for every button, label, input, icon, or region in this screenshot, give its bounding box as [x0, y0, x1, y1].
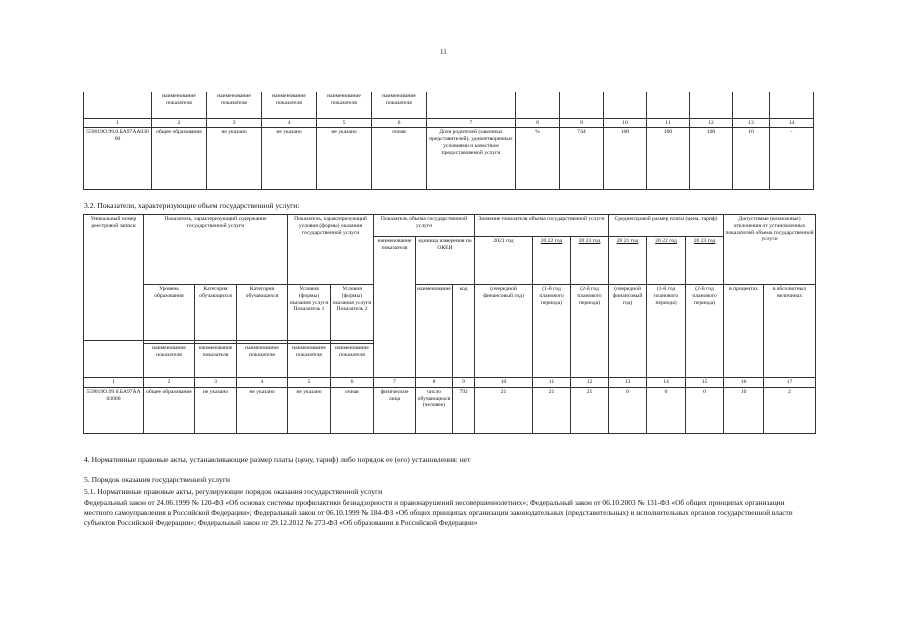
table-row — [84, 128, 814, 190]
header-unique-number: Уникальный номер реестровой записи — [84, 215, 144, 341]
col-number: 14 — [770, 118, 814, 128]
sub-level: Уровень образования — [144, 285, 195, 341]
section-3-2-title: 3.2. Показатели, характеризующие объем государственной услуги: — [84, 201, 300, 210]
header-volume-value: Значение показателя объема государственной услуги — [475, 215, 609, 237]
volume-indicators-table — [83, 214, 816, 434]
table-cell: не указано — [195, 387, 237, 433]
table-cell — [84, 92, 152, 118]
name-label: наименование показателя — [288, 344, 331, 378]
plan-year-1: (1-й год планового периода) — [533, 285, 571, 378]
sub-category-2: Категория обучающихся — [237, 285, 288, 341]
table-cell: 744 — [560, 128, 604, 190]
sub-condition-2: Условия (формы) оказания услуги Показатель 2 — [331, 285, 374, 341]
header-price-2023: 20 23 год — [686, 237, 724, 285]
col-number: 2 — [144, 378, 195, 388]
table-cell: 792 — [453, 387, 475, 433]
header-volume-unit: единица измерения по ОКЕИ — [416, 237, 475, 285]
name-label: наименование показателя — [195, 344, 237, 378]
table-cell — [560, 92, 604, 118]
sub-condition-1: Условия (формы) оказания услуги Показатель 1 — [288, 285, 331, 341]
header-year-2022: 20 22 год — [533, 237, 571, 285]
column-number-row — [84, 118, 814, 128]
table-header-cell: наименование показателя — [372, 92, 427, 118]
table-cell: очная — [372, 128, 427, 190]
table-cell: 21 — [571, 387, 609, 433]
col-number: 2 — [152, 118, 207, 128]
table-cell: 559019О.99.0.БА97АА03000 — [84, 128, 152, 190]
table-cell: 0 — [686, 387, 724, 433]
header-volume-indicator: Показатель объема государственной услуги — [374, 215, 475, 237]
table-cell: общее образование — [152, 128, 207, 190]
plan-year-2: (2-й год планового периода) — [571, 285, 609, 378]
fin-year: (очередной финансовый год) — [475, 285, 533, 378]
col-number: 1 — [84, 378, 144, 388]
col-number: 14 — [647, 378, 686, 388]
price-fin-year: (очередной финансовый год) — [609, 285, 647, 378]
table-header-cell: наименование показателя — [152, 92, 207, 118]
table-cell: 21 — [533, 387, 571, 433]
table-cell: очная — [331, 387, 374, 433]
unit-name: наименование — [416, 285, 453, 378]
col-number: 13 — [609, 378, 647, 388]
col-number: 12 — [571, 378, 609, 388]
col-number: 5 — [288, 378, 331, 388]
col-number: 9 — [453, 378, 475, 388]
col-number: 15 — [686, 378, 724, 388]
table-cell — [84, 341, 144, 378]
table-cell — [427, 92, 516, 118]
col-number: 11 — [647, 118, 690, 128]
header-conditions-indicator: Показатель, характеризующий условия (формы) оказания государственной услуги — [288, 215, 374, 285]
header-price-2021: 20 21 год — [609, 237, 647, 285]
laws-paragraph: Федеральный закон от 24.06.1999 № 120-ФЗ «Об основах системы профилактики безнадзорности и правонарушений несовершеннолетних»; Федеральный закон от 06.10.2003 № 131-ФЗ «Об общих принципах организации местного самоуправления в Российской Федерации»; Федеральный закон от 06.10.1999 № 184-ФЗ «Об общих принципах организации законодательных (представительных) и исполнительных органов государственной власти субъектов Российской Федерации»; Федеральный закон от 29.12.2012 № 273-ФЗ «Об образовании в Российской Федерации» — [84, 498, 793, 527]
quality-indicators-table — [83, 92, 814, 190]
header-price-2022: 20 22 год — [647, 237, 686, 285]
col-number: 4 — [262, 118, 317, 128]
table-cell: не указано — [317, 128, 372, 190]
table-cell: 0 — [609, 387, 647, 433]
col-number: 10 — [475, 378, 533, 388]
table-cell: 100 — [647, 128, 690, 190]
sub-category-1: Категория обучающихся — [195, 285, 237, 341]
header-content-indicator: Показатель, характеризующий содержание государственной услуги — [144, 215, 288, 285]
col-number: 5 — [317, 118, 372, 128]
col-number: 17 — [764, 378, 816, 388]
col-number: 10 — [604, 118, 647, 128]
header-average-price: Среднегодовой размер платы (цена, тариф) — [609, 215, 724, 237]
table-cell — [647, 92, 690, 118]
name-label: наименование показателя — [237, 344, 288, 378]
col-number: 13 — [733, 118, 770, 128]
table-header-cell: наименование показателя — [207, 92, 262, 118]
col-number: 6 — [331, 378, 374, 388]
header-year-2021: 2021 год — [475, 237, 533, 285]
table-cell: 100 — [604, 128, 647, 190]
section-5: 5. Порядок оказания государственной услуги — [84, 475, 230, 484]
table-cell: общее образование — [144, 387, 195, 433]
table-cell — [690, 92, 733, 118]
col-number: 12 — [690, 118, 733, 128]
col-number: 1 — [84, 118, 152, 128]
name-label: наименование показателя — [331, 344, 374, 378]
page-number: 11 — [440, 48, 447, 56]
table-cell: 2 — [764, 387, 816, 433]
table-cell — [604, 92, 647, 118]
col-number: 8 — [516, 118, 560, 128]
col-number: 9 — [560, 118, 604, 128]
table-cell: 559019О.99.0.БА97АА03000 — [84, 387, 144, 433]
header-year-2023: 20 23 год — [571, 237, 609, 285]
table-cell: не указано — [262, 128, 317, 190]
col-number: 7 — [427, 118, 516, 128]
price-plan-year-2: (2-й год планового периода) — [686, 285, 724, 378]
col-number: 7 — [374, 378, 416, 388]
name-label: наименование показателя — [144, 344, 195, 378]
col-number: 6 — [372, 118, 427, 128]
table-cell: 100 — [690, 128, 733, 190]
table-header-cell: наименование показателя — [317, 92, 372, 118]
table-cell: % — [516, 128, 560, 190]
table-cell: не указано — [288, 387, 331, 433]
col-number: 3 — [195, 378, 237, 388]
table-cell: 0 — [647, 387, 686, 433]
table-header-cell: наименование показателя — [262, 92, 317, 118]
table-cell: 10 — [733, 128, 770, 190]
table-cell — [516, 92, 560, 118]
deviation-absolute: в абсолютных величинах — [764, 285, 816, 378]
header-volume-name: наименование показателя — [374, 237, 416, 378]
section-4: 4. Нормативные правовые акты, устанавливающие размер платы (цену, тариф) либо порядок ее (его) установления: нет — [84, 455, 471, 464]
table-cell: физические лица — [374, 387, 416, 433]
table-cell: не указано — [207, 128, 262, 190]
col-number: 3 — [207, 118, 262, 128]
table-cell: 21 — [475, 387, 533, 433]
col-number: 4 — [237, 378, 288, 388]
table-cell — [733, 92, 770, 118]
table-cell: число обучающихся (человек) — [416, 387, 453, 433]
table-cell: не указано — [237, 387, 288, 433]
table-cell: Доля родителей (законных представителей), удовлетворенных условиями и качеством предоставляемой услуги — [427, 128, 516, 190]
col-number: 16 — [724, 378, 764, 388]
table-cell — [770, 92, 814, 118]
table-row — [84, 387, 816, 433]
section-5-1: 5.1. Нормативные правовые акты, регулирующие порядок оказания государственной услуги — [84, 487, 383, 496]
col-number: 11 — [533, 378, 571, 388]
price-plan-year-1: (1-й год планового периода) — [647, 285, 686, 378]
header-deviation: Допустимые (возможные) отклонения от установленных показателей объема государственной услуги — [724, 215, 816, 285]
unit-code: код — [453, 285, 475, 378]
table-cell: 10 — [724, 387, 764, 433]
col-number: 8 — [416, 378, 453, 388]
deviation-percent: в процентах — [724, 285, 764, 378]
table-cell: - — [770, 128, 814, 190]
column-number-row — [84, 378, 816, 388]
